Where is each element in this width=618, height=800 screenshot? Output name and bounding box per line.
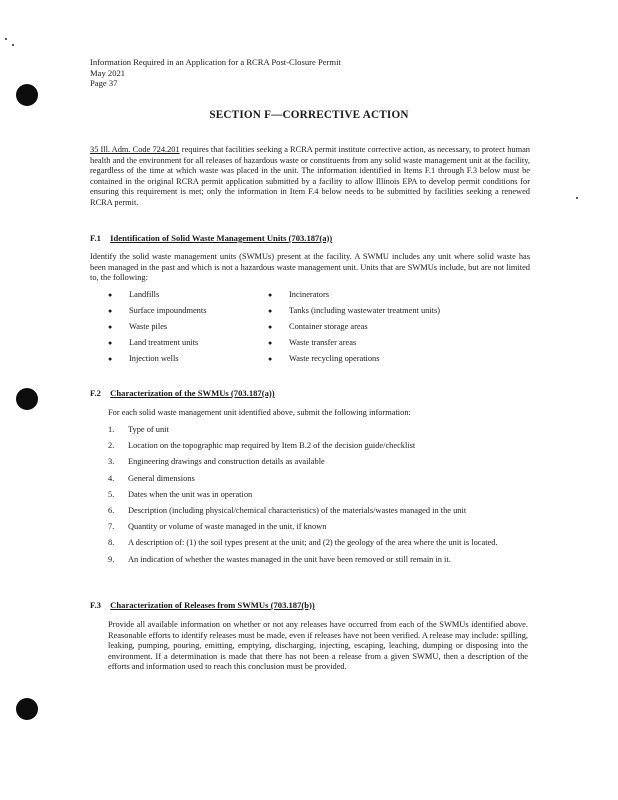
f1-title: Identification of Solid Waste Management Units (703.187(a)) <box>110 233 333 243</box>
list-item: ● Injection wells <box>108 354 179 363</box>
header-page: Page 37 <box>90 78 118 88</box>
list-item: 1. Type of unit <box>108 425 169 434</box>
section-title: SECTION F—CORRECTIVE ACTION <box>209 109 409 121</box>
f1-number: F.1 <box>90 233 101 243</box>
punch-hole <box>16 84 38 106</box>
f1-paragraph: Identify the solid waste management units (SWMUs) present at the facility. A SWMU includes any unit where solid waste has been managed in the past and which is not a hazardous waste management unit. Units that are SWMUs include, but are not limited to, the following: <box>90 252 530 283</box>
f2-numbered-list <box>108 425 528 571</box>
list-item: 8. A description of: (1) the soil types present at the unit; and (2) the geology of the area where the unit is located. <box>108 538 498 548</box>
list-item: ● Waste recycling operations <box>268 354 380 363</box>
list-item: ● Surface impoundments <box>108 306 207 315</box>
bullet-row <box>108 354 528 370</box>
bullet-row <box>108 322 528 338</box>
bullet-row <box>108 306 528 322</box>
scan-speck <box>12 44 14 46</box>
list-item: ● Land treatment units <box>108 338 199 347</box>
list-item: 3. Engineering drawings and construction details as available <box>108 457 325 467</box>
list-item: 2. Location on the topographic map required by Item B.2 of the decision guide/checklist <box>108 441 416 451</box>
intro-paragraph <box>90 145 530 209</box>
punch-hole <box>16 388 38 410</box>
f3-title: Characterization of Releases from SWMUs (703.187(b)) <box>110 600 315 610</box>
header-line: Information Required in an Application for a RCRA Post-Closure Permit <box>90 57 341 67</box>
intro-text: requires that facilities seeking a RCRA permit institute corrective action, as necessary, to protect human health and the environment for all releases of hazardous waste or constituents from any solid waste management unit at the facility, regardless of the time at which waste was placed in the unit. The information identified in Items F.1 through F.3 below must be contained in the original RCRA permit application submitted by a facility to allow Illinois EPA to develop permit conditions for ensuring this requirement is met; only the information in Item F.4 below needs to be submitted by facilities seeking a renewed RCRA permit. <box>90 145 530 207</box>
swmu-bullet-list <box>108 290 528 370</box>
f3-heading <box>90 600 315 610</box>
header-date: May 2021 <box>90 67 126 78</box>
punch-hole <box>16 698 38 720</box>
f2-title: Characterization of the SWMUs (703.187(a)) <box>110 388 275 398</box>
list-item: ● Waste piles <box>108 322 168 331</box>
scan-speck <box>576 197 578 199</box>
page-header <box>90 57 341 89</box>
list-item: ● Landfills <box>108 290 160 299</box>
citation: 35 Ill. Adm. Code 724.201 <box>90 145 180 154</box>
list-item: 9. An indication of whether the wastes managed in the unit have been removed or still remain in it. <box>108 554 451 564</box>
f2-number: F.2 <box>90 388 101 398</box>
bullet-row <box>108 290 528 306</box>
list-item: 7. Quantity or volume of waste managed in the unit, if known <box>108 522 327 532</box>
f3-paragraph: Provide all available information on whether or not any releases have occurred from each of the SWMUs identified above. Reasonable efforts to identify releases must be made, even if releases have not been verified. A release may include: spilling, leaking, pumping, pouring, emitting, emptying, discharging, injecting, escaping, leaching, dumping or disposing into the environment. If a determination is made that there has not been a release from a given SWMU, then a description of the efforts and information used to reach this conclusion must be provided. <box>108 620 528 672</box>
list-item: ● Waste transfer areas <box>268 338 357 347</box>
f2-paragraph: For each solid waste management unit identified above, submit the following information: <box>108 408 411 417</box>
list-item: ● Incinerators <box>268 290 329 299</box>
bullet-row <box>108 338 528 354</box>
scan-speck <box>5 38 7 40</box>
list-item: ● Container storage areas <box>268 322 368 331</box>
f1-heading <box>90 233 332 243</box>
f2-heading <box>90 388 275 398</box>
list-item: 6. Description (including physical/chemical characteristics) of the materials/wastes managed in the unit <box>108 505 467 515</box>
f3-number: F.3 <box>90 600 101 610</box>
list-item: ● Tanks (including wastewater treatment units) <box>268 306 441 315</box>
list-item: 5. Dates when the unit was in operation <box>108 489 253 499</box>
list-item: 4. General dimensions <box>108 473 195 483</box>
